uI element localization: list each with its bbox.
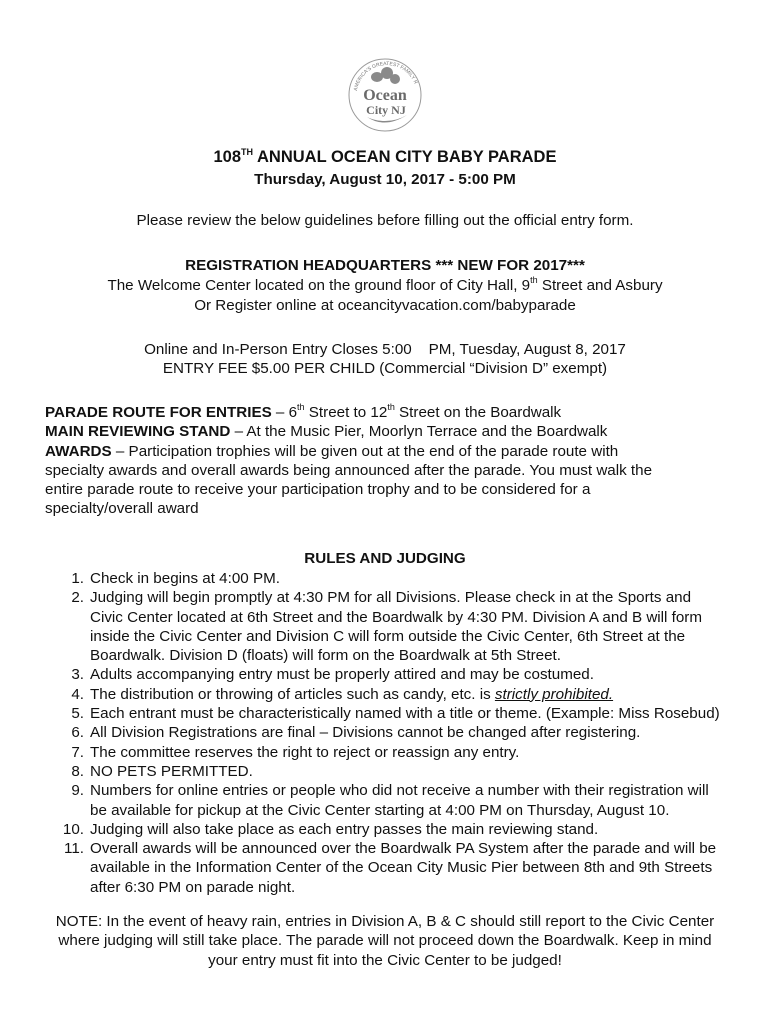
note-line: your entry must fit into the Civic Center to be judged!	[208, 951, 562, 969]
rule-text	[90, 839, 725, 897]
rule-text	[90, 704, 725, 723]
rule-text-line: Judging will also take place as each entry passes the main reviewing stand.	[90, 820, 599, 838]
rule-text-line: Judging will begin promptly at 4:30 PM for all Divisions. Please check in at the Sports and	[90, 589, 692, 607]
logo-ocean-text: Ocean	[363, 87, 407, 104]
rule-text	[90, 685, 725, 704]
rule-item	[45, 743, 725, 762]
registration-location-text-end: Street and Asbury	[537, 277, 663, 294]
route-text: – 6	[271, 404, 298, 421]
reviewing-stand	[45, 422, 725, 441]
reviewing-stand-text: – At the Music Pier, Moorlyn Terrace and the Boardwalk	[230, 423, 608, 441]
intro-text: Please review the below guidelines before filling out the official entry form.	[136, 212, 634, 229]
info-section	[45, 403, 725, 519]
logo-arc-text: AMERICA'S GREATEST FAMILY R	[353, 61, 419, 92]
logo-city-text: City NJ	[366, 103, 406, 117]
rule-text	[90, 781, 725, 820]
rule-item	[45, 569, 725, 588]
rule-number: 11.	[64, 840, 84, 858]
rules-list	[45, 569, 725, 897]
rule-number: 2.	[71, 589, 84, 607]
awards-text-line: specialty awards and overall awards being announced after the parade. You must walk the	[45, 461, 653, 479]
rule-text	[90, 762, 725, 781]
rule-item	[45, 820, 725, 839]
reviewing-stand-label: MAIN REVIEWING STAND	[45, 423, 231, 441]
title-superscript: TH	[241, 146, 254, 157]
rule-text-line: Overall awards will be announced over the Boardwalk PA System after the parade and will be	[90, 840, 717, 858]
parade-route-label: PARADE ROUTE FOR ENTRIES	[45, 404, 272, 421]
rule-number: 9.	[71, 782, 84, 800]
superscript: th	[387, 401, 395, 412]
registration-online: Or Register online at oceancityvacation.com/babyparade	[194, 297, 576, 314]
event-date: Thursday, August 10, 2017 - 5:00 PM	[254, 171, 516, 188]
entry-closes: Online and In-Person Entry Closes 5:00 PM, Tuesday, August 8, 2017	[144, 341, 626, 358]
registration-location-text: The Welcome Center located on the ground floor of City Hall, 9	[107, 277, 531, 294]
title-text: ANNUAL OCEAN CITY BABY PARADE	[253, 148, 557, 166]
rule-item	[45, 839, 725, 897]
rule-number: 10.	[62, 820, 84, 838]
rule-text-line: Numbers for online entries or people who did not receive a number with their registration will	[90, 782, 709, 800]
rule-text-line	[90, 685, 725, 704]
rules-heading: RULES AND JUDGING	[304, 550, 466, 567]
ocean-city-logo	[337, 55, 433, 135]
rule-item	[45, 685, 725, 704]
awards	[45, 442, 725, 461]
rule-number: 1.	[71, 570, 84, 587]
rule-text-line: All Division Registrations are final – Divisions cannot be changed after registering.	[90, 724, 641, 742]
rule-text-line: Each entrant must be characteristically named with a title or theme. (Example: Miss Rosebud)	[90, 705, 720, 723]
weather-note	[45, 912, 725, 970]
rule-item	[45, 723, 725, 742]
rule-text-line: Civic Center located at 6th Street and the Boardwalk by 4:30 PM. Division A and B will form	[90, 608, 703, 626]
rule-text-line: Boardwalk. Division D (floats) will form on the Boardwalk at 5th Street.	[90, 647, 561, 665]
rule-text	[90, 820, 725, 839]
superscript: th	[530, 274, 538, 285]
registration-location	[0, 276, 770, 295]
rule-text-line: The committee reserves the right to reject or reassign any entry.	[90, 743, 520, 761]
registration-heading: REGISTRATION HEADQUARTERS *** NEW FOR 2017***	[185, 257, 585, 274]
awards-text: – Participation trophies will be given out at the end of the parade route with	[111, 442, 619, 460]
route-text: Street on the Boardwalk	[394, 404, 562, 421]
note-line: NOTE: In the event of heavy rain, entries in Division A, B & C should still report to the Civic Center	[55, 913, 715, 930]
note-line: where judging will still take place. The parade will not proceed down the Boardwalk. Keep in mind	[58, 932, 712, 950]
rule-text-line: Adults accompanying entry must be properly attired and may be costumed.	[90, 666, 594, 684]
superscript: th	[297, 401, 305, 412]
page-title	[0, 148, 770, 167]
awards-text-line: specialty/overall award	[45, 500, 199, 518]
rule-number: 4.	[71, 685, 84, 703]
entry-fee: ENTRY FEE $5.00 PER CHILD (Commercial “Division D” exempt)	[162, 360, 608, 377]
rule-text-line: NO PETS PERMITTED.	[90, 762, 253, 780]
rule-text-line: Check in begins at 4:00 PM.	[90, 570, 280, 587]
rule-text-part: The distribution or throwing of articles such as candy, etc. is	[90, 685, 495, 703]
rule-text-line: inside the Civic Center and Division C will form outside the Civic Center, 6th Street at the	[90, 627, 686, 645]
rule-text-line: after 6:30 PM on parade night.	[90, 878, 296, 896]
title-number: 108	[213, 148, 242, 166]
rule-number: 3.	[71, 666, 84, 684]
rule-text	[90, 588, 725, 665]
rule-item	[45, 781, 725, 820]
rule-number: 8.	[71, 762, 84, 780]
rule-text	[90, 665, 725, 684]
parade-route	[45, 403, 725, 422]
rule-item	[45, 665, 725, 684]
rule-number: 5.	[71, 705, 84, 723]
rule-text	[90, 723, 725, 742]
rule-number: 6.	[71, 724, 84, 742]
route-text: Street to 12	[304, 404, 388, 421]
rule-number: 7.	[71, 743, 84, 761]
awards-label: AWARDS	[45, 442, 112, 460]
rule-item	[45, 588, 725, 665]
rule-text	[90, 569, 725, 588]
rule-text-line: be available for pickup at the Civic Center starting at 4:00 PM on Thursday, August 10.	[90, 801, 670, 819]
awards-text-line: entire parade route to receive your participation trophy and to be considered for a	[45, 481, 591, 499]
rule-emphasis: strictly prohibited.	[494, 685, 614, 703]
rule-item	[45, 762, 725, 781]
rule-text	[90, 743, 725, 762]
rule-text-line: available in the Information Center of the Ocean City Music Pier between 8th and 9th Streets	[90, 859, 713, 877]
rule-item	[45, 704, 725, 723]
